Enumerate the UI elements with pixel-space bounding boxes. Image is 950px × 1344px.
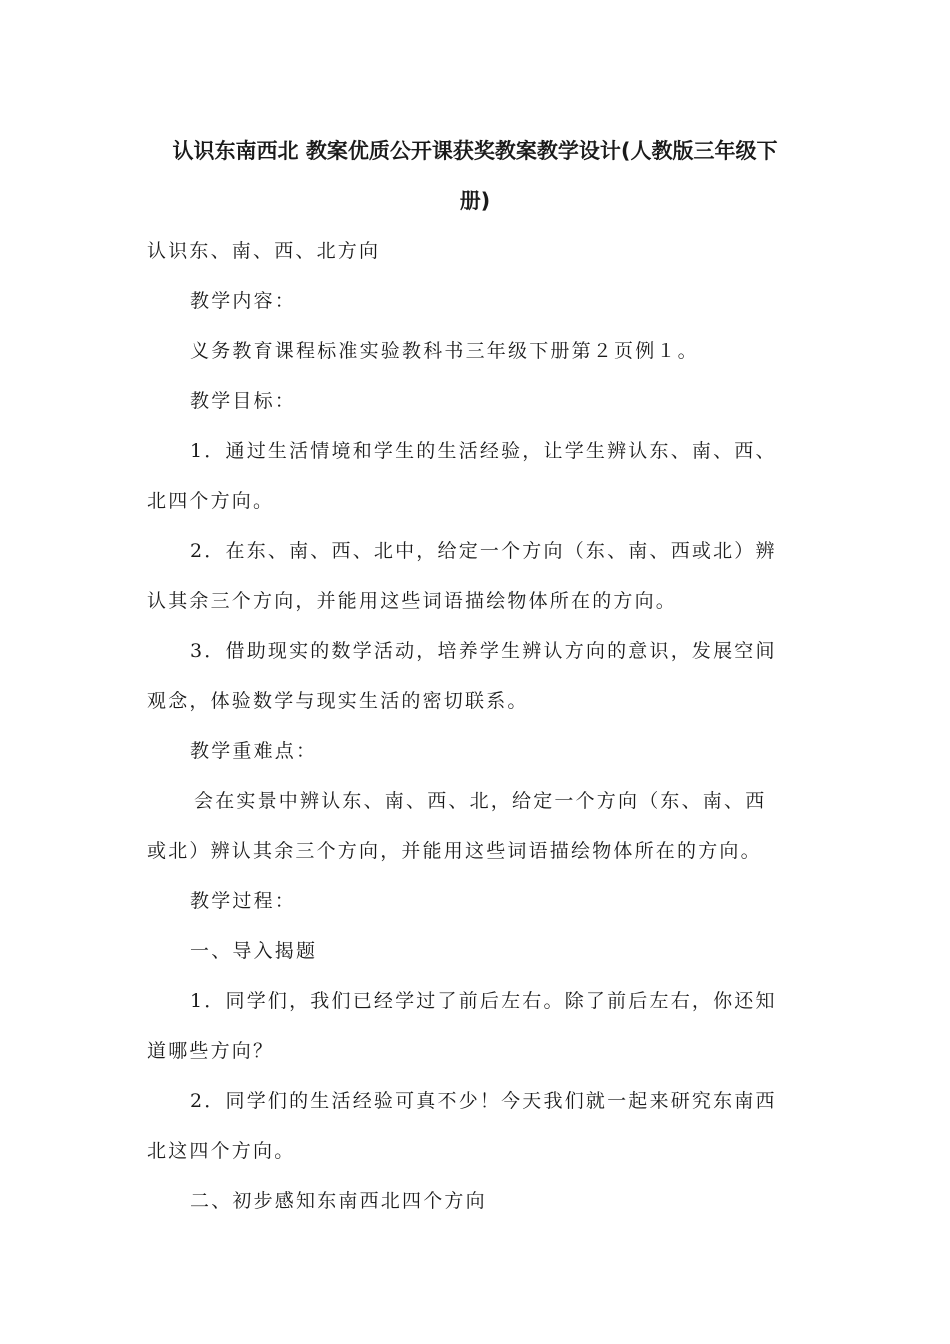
goal-2-line-2: 认其余三个方向，并能用这些词语描绘物体所在的方向。 (147, 590, 678, 612)
part-2-heading: 二、初步感知东南西北四个方向 (190, 1190, 487, 1212)
key-difficulties-line-2: 或北）辨认其余三个方向，并能用这些词语描绘物体所在的方向。 (147, 840, 762, 862)
goal-3-line-2: 观念，体验数学与现实生活的密切联系。 (147, 690, 529, 712)
key-difficulties-line-1: 会在实景中辨认东、南、西、北，给定一个方向（东、南、西 (194, 790, 767, 812)
step-1-line-1: 1．同学们，我们已经学过了前后左右。除了前后左右，你还知 (190, 990, 777, 1012)
step-2-line-1: 2．同学们的生活经验可真不少！今天我们就一起来研究东南西 (190, 1090, 777, 1112)
section-heading: 认识东、南、西、北方向 (147, 240, 381, 262)
goal-2-line-1: 2．在东、南、西、北中，给定一个方向（东、南、西或北）辨 (190, 540, 777, 562)
goal-1-line-2: 北四个方向。 (147, 490, 275, 512)
teaching-goals-label: 教学目标： (190, 390, 297, 412)
goal-1-line-1: 1．通过生活情境和学生的生活经验，让学生辨认东、南、西、 (190, 440, 777, 462)
teaching-content-label: 教学内容： (190, 290, 297, 312)
teaching-content-text: 义务教育课程标准实验教科书三年级下册第２页例１。 (190, 340, 699, 362)
goal-3-line-1: 3．借助现实的数学活动，培养学生辨认方向的意识，发展空间 (190, 640, 777, 662)
step-2-line-2: 北这四个方向。 (147, 1140, 296, 1162)
document-title-line-1: 认识东南西北 教案优质公开课获奖教案教学设计(人教版三年级下 (172, 139, 778, 163)
part-1-heading: 一、导入揭题 (190, 940, 318, 962)
teaching-process-label: 教学过程： (190, 890, 297, 912)
document-title-line-2: 册) (459, 189, 491, 213)
step-1-line-2: 道哪些方向？ (147, 1040, 275, 1062)
key-difficulties-label: 教学重难点： (190, 740, 318, 762)
